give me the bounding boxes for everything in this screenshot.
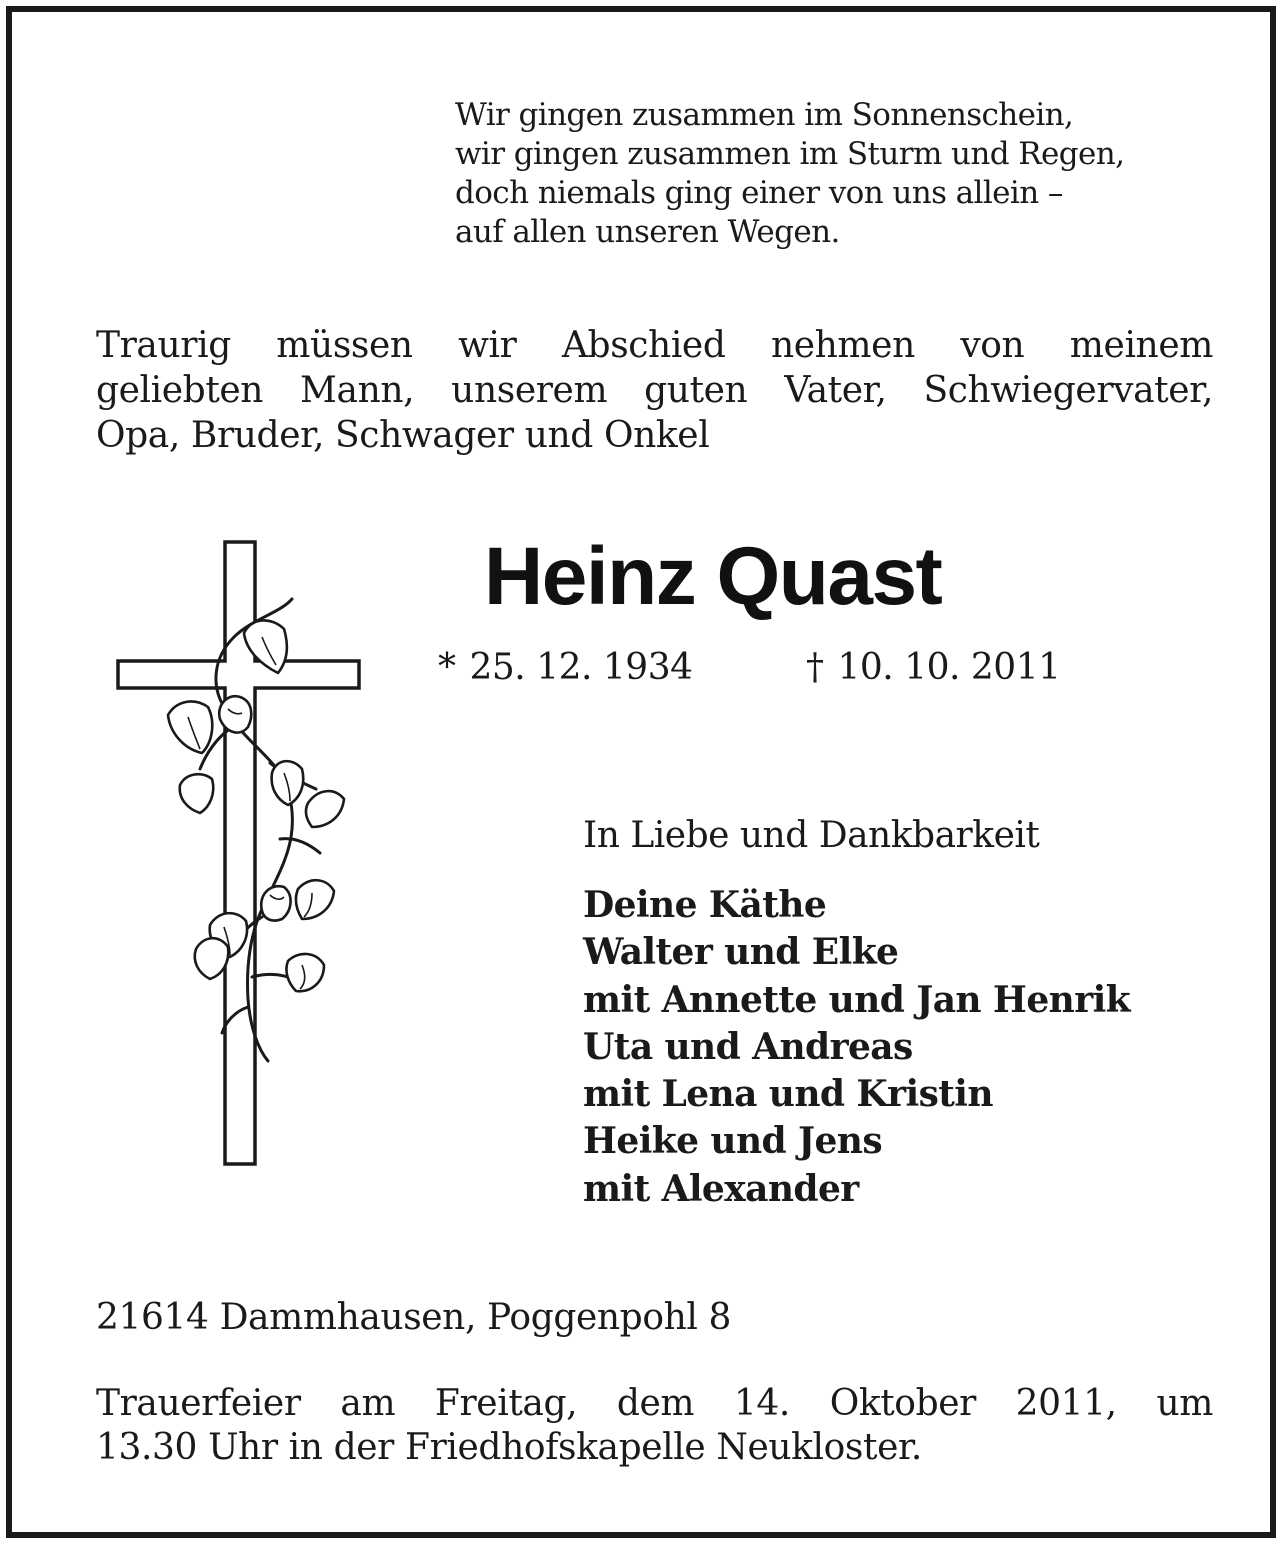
funeral-service-notice (96, 1382, 1213, 1470)
intro-line: geliebten Mann, unserem guten Vater, Schwiegervater, (96, 370, 1213, 411)
death-date: 10. 10. 2011 (837, 647, 1061, 688)
closing-phrase: In Liebe und Dankbarkeit (583, 815, 1040, 856)
intro-line: Traurig müssen wir Abschied nehmen von meinem (96, 325, 1213, 366)
intro-text (96, 323, 1213, 458)
death-date-line (806, 646, 1061, 690)
birth-date: 25. 12. 1934 (469, 647, 693, 688)
address: 21614 Dammhausen, Poggenpohl 8 (96, 1297, 732, 1338)
family-member: mit Lena und Kristin (583, 1073, 993, 1116)
deceased-name: Heinz Quast (484, 531, 942, 622)
service-line: 13.30 Uhr in der Friedhofskapelle Neukloster. (96, 1427, 922, 1468)
poem-line: Wir gingen zusammen im Sonnenschein, (455, 97, 1074, 133)
obituary-frame (6, 6, 1276, 1538)
death-symbol: † (806, 647, 824, 688)
poem-line: doch niemals ging einer von uns allein – (455, 175, 1063, 211)
poem-line: wir gingen zusammen im Sturm und Regen, (455, 136, 1125, 172)
family-member: Heike und Jens (583, 1120, 883, 1163)
family-member: Deine Käthe (583, 884, 827, 926)
service-line: Trauerfeier am Freitag, dem 14. Oktober 2011, um (96, 1383, 1213, 1424)
birth-date-line (438, 646, 693, 690)
poem-line: auf allen unseren Wegen. (455, 214, 840, 250)
intro-line: Opa, Bruder, Schwager und Onkel (96, 415, 710, 456)
family-member: Uta und Andreas (583, 1025, 913, 1068)
family-member: Walter und Elke (583, 931, 899, 974)
poem (455, 96, 1255, 252)
cross-with-rose-icon (112, 537, 382, 1177)
family-member: mit Annette und Jan Henrik (583, 978, 1131, 1021)
family-member: mit Alexander (583, 1167, 859, 1210)
family-list (583, 882, 1130, 1213)
birth-symbol: * (438, 647, 456, 688)
